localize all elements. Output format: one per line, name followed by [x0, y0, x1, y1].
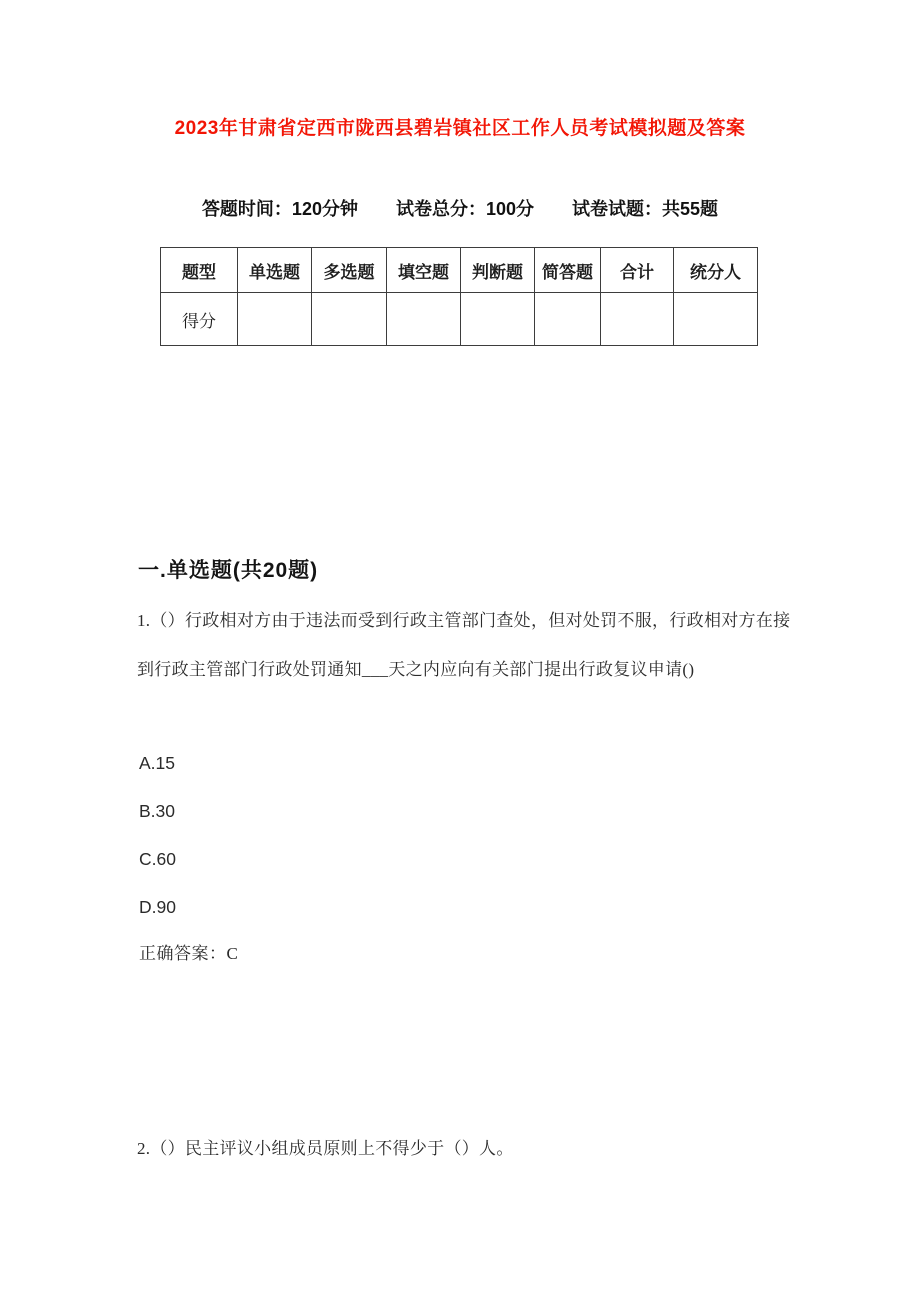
- question-1-text-line-2: 到行政主管部门行政处罚通知___天之内应向有关部门提出行政复议申请(): [137, 660, 695, 679]
- score-table-header-fill-blank: 填空题: [387, 248, 461, 293]
- question-1-option-a: A.15: [139, 753, 175, 773]
- score-row-label: 得分: [161, 293, 238, 346]
- score-cell: [674, 293, 758, 346]
- score-cell: [238, 293, 312, 346]
- score-table-header-scorer: 统分人: [674, 248, 758, 293]
- score-cell: [387, 293, 461, 346]
- score-table: [160, 247, 758, 346]
- score-table-header-true-false: 判断题: [461, 248, 535, 293]
- score-table-header-multi-choice: 多选题: [312, 248, 387, 293]
- score-cell: [312, 293, 387, 346]
- score-table-header-single-choice: 单选题: [238, 248, 312, 293]
- score-table-header-row: [161, 248, 758, 293]
- exam-info-time: 答题时间：120分钟: [201, 199, 358, 219]
- score-table-header-total: 合计: [601, 248, 674, 293]
- exam-info-total-score: 试卷总分：100分: [395, 199, 535, 219]
- section-heading-single-choice: 一.单选题(共20题): [138, 559, 319, 582]
- page-title: 2023年甘肃省定西市陇西县碧岩镇社区工作人员考试模拟题及答案: [174, 118, 746, 139]
- question-1-option-d: D.90: [139, 897, 176, 917]
- question-1-text-line-1: 1.（）行政相对方由于违法而受到行政主管部门查处，但对处罚不服，行政相对方在接: [137, 611, 791, 630]
- score-table-header-short-answer: 简答题: [535, 248, 601, 293]
- question-1-correct-answer: 正确答案：C: [139, 944, 239, 963]
- score-table-score-row: [161, 293, 758, 346]
- exam-info-question-count: 试卷试题：共55题: [572, 199, 719, 219]
- question-1-option-c: C.60: [139, 849, 176, 869]
- question-1-option-b: B.30: [139, 801, 175, 821]
- question-2-text: 2.（）民主评议小组成员原则上不得少于（）人。: [137, 1139, 514, 1158]
- exam-info-line: [0, 195, 920, 221]
- score-table-header-question-type: 题型: [161, 248, 238, 293]
- score-cell: [535, 293, 601, 346]
- score-cell: [461, 293, 535, 346]
- score-cell: [601, 293, 674, 346]
